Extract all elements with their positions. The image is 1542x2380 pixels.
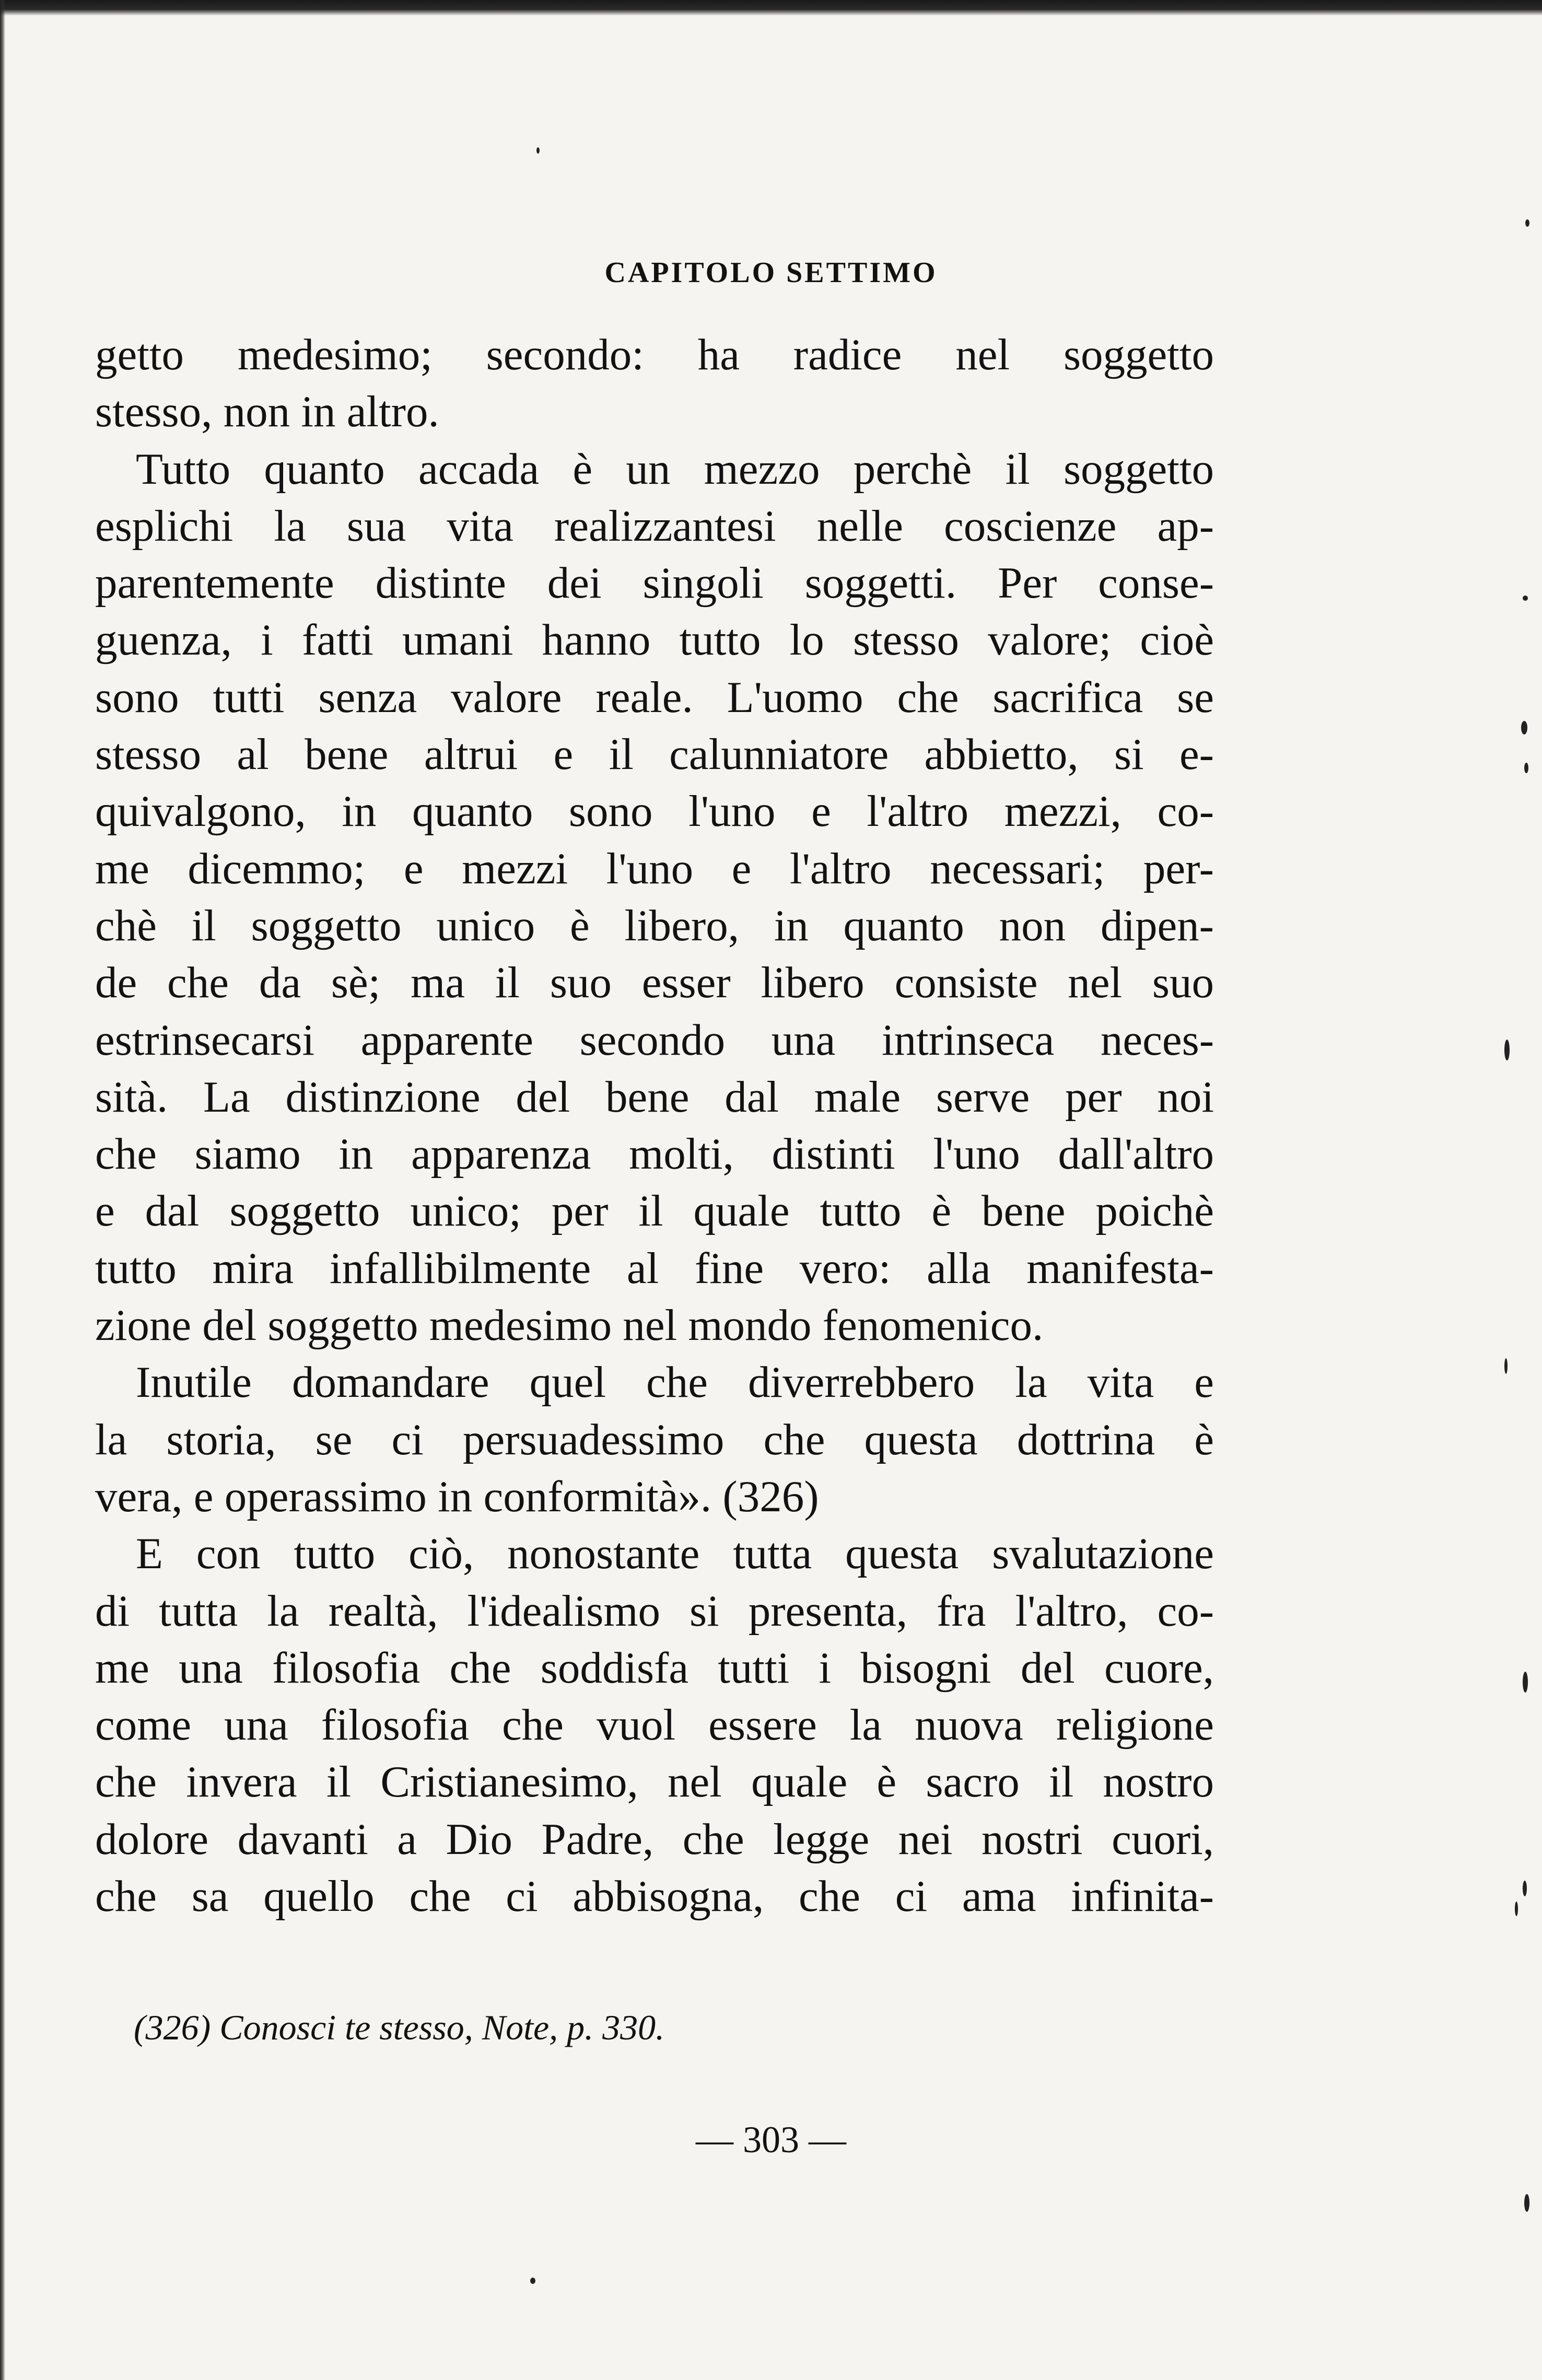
text-line: stesso, non in altro. [95, 387, 439, 437]
text-line: quivalgono, in quanto sono l'uno e l'altro mezzi, co- [95, 787, 1214, 836]
text-line: la storia, se ci persuadessimo che questa dottrina è [95, 1415, 1214, 1464]
text-line: me una filosofia che soddisfa tutti i bisogni del cuore, [95, 1643, 1214, 1693]
text-line: tutto mira infallibilmente al fine vero: alla manifesta- [95, 1243, 1214, 1293]
scan-speck [1525, 219, 1529, 227]
text-line: come una filosofia che vuol essere la nuova religione [95, 1700, 1214, 1750]
body-text [95, 326, 1214, 1925]
scan-top-edge [0, 0, 1542, 16]
footnote: (326) Conosci te stesso, Note, p. 330. [134, 2008, 665, 2047]
text-line: de che da sè; ma il suo esser libero consiste nel suo [95, 958, 1214, 1008]
scan-speck [1515, 1901, 1518, 1916]
scan-speck [1504, 1358, 1508, 1374]
text-line: chè il soggetto unico è libero, in quanto non dipen- [95, 901, 1214, 950]
text-line: getto medesimo; secondo: ha radice nel soggetto [95, 330, 1214, 379]
scan-speck [1523, 1672, 1528, 1693]
scan-speck [1521, 721, 1527, 734]
text-line: zione del soggetto medesimo nel mondo fenomenico. [95, 1301, 1044, 1350]
text-line: dolore davanti a Dio Padre, che legge nei nostri cuori, [95, 1814, 1214, 1864]
text-line: sono tutti senza valore reale. L'uomo che sacrifica se [95, 672, 1214, 722]
text-line: che siamo in apparenza molti, distinti l'uno dall'altro [95, 1129, 1214, 1179]
text-line: che sa quello che ci abbisogna, che ci ama infinita- [95, 1872, 1214, 1921]
running-header: CAPITOLO SETTIMO [604, 256, 938, 289]
text-line: di tutta la realtà, l'idealismo si presenta, fra l'altro, co- [95, 1586, 1214, 1636]
text-line: vera, e operassimo in conformità». (326) [95, 1472, 819, 1521]
scan-left-edge [0, 0, 5, 2380]
text-line: parentemente distinte dei singoli soggetti. Per conse- [95, 558, 1214, 608]
text-line: estrinsecarsi apparente secondo una intrinseca neces- [95, 1015, 1214, 1065]
text-line: stesso al bene altrui e il calunniatore abbietto, si e- [95, 730, 1214, 779]
scan-speck [1504, 1040, 1510, 1060]
text-line: sità. La distinzione del bene dal male serve per noi [95, 1072, 1214, 1122]
text-line: che invera il Cristianesimo, nel quale è sacro il nostro [95, 1757, 1214, 1807]
text-line: esplichi la sua vita realizzantesi nelle coscienze ap- [95, 501, 1214, 551]
text-line: Tutto quanto accada è un mezzo perchè il soggetto [136, 444, 1214, 494]
text-line: E con tutto ciò, nonostante tutta questa svalutazione [136, 1529, 1214, 1579]
scan-speck [1523, 1881, 1527, 1896]
text-line: Inutile domandare quel che diverrebbero la vita e [136, 1358, 1214, 1407]
text-line: e dal soggetto unico; per il quale tutto è bene poichè [95, 1186, 1214, 1236]
scan-speck [1524, 763, 1528, 773]
text-line: me dicemmo; e mezzi l'uno e l'altro necessari; per- [95, 844, 1214, 893]
scan-speck [530, 2278, 535, 2284]
page-number: — 303 — [696, 2119, 846, 2161]
scan-speck [536, 147, 540, 154]
scan-speck [1523, 596, 1528, 601]
scan-speck [1524, 2194, 1529, 2212]
text-line: guenza, i fatti umani hanno tutto lo stesso valore; cioè [95, 615, 1214, 665]
